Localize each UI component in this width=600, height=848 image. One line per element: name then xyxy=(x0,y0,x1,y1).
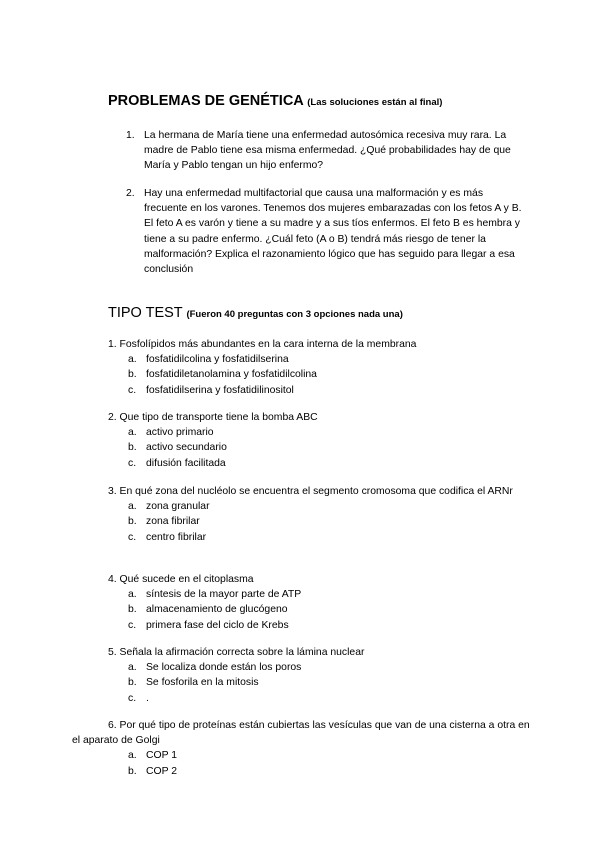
option-letter: c. xyxy=(128,692,137,704)
option-text: centro fibrilar xyxy=(146,531,207,543)
option-text: COP 1 xyxy=(146,750,177,762)
question-stem: 2. Que tipo de transporte tiene la bomba ABC xyxy=(108,412,318,423)
option-letter: c. xyxy=(128,457,137,469)
option-text: fosfatidiletanolamina y fosfatidilcolina xyxy=(146,369,317,381)
option-b xyxy=(108,440,318,455)
option-text: . xyxy=(146,692,149,704)
option-a xyxy=(108,587,302,602)
problem-text: Hay una enfermedad multifactorial que causa una malformación y es más frecuente en los varones. Tenemos dos mujeres embarazadas con los fetos A y B. El feto A es varón y tiene a su madre y a sus tíos enfermos. El feto B es hembra y tiene a su padre enfermo. ¿Cuál feto (A o B) tendrá más riesgo de tener la malformación? Explica el razonamiento lógico que has seguido para llegar a esa conclusión xyxy=(144,188,522,276)
problem-text: La hermana de María tiene una enfermedad autosómica recesiva muy rara. La madre de Pablo tiene esa misma enfermedad. ¿Qué probabilidades hay de que María y Pablo tengan un hijo enfermo? xyxy=(144,130,511,172)
problem-number: 1. xyxy=(126,130,135,141)
option-list xyxy=(108,587,302,633)
option-text: Se fosforila en la mitosis xyxy=(146,677,259,689)
option-letter: b. xyxy=(128,677,137,689)
option-list xyxy=(108,660,364,706)
option-text: síntesis de la mayor parte de ATP xyxy=(146,589,302,601)
problem-number: 2. xyxy=(126,188,135,199)
option-c xyxy=(108,691,364,706)
question-stem: 1. Fosfolípidos más abundantes en la cara interna de la membrana xyxy=(108,339,417,350)
option-list xyxy=(108,748,532,778)
genetics-heading xyxy=(108,93,442,109)
option-a xyxy=(108,660,364,675)
option-c xyxy=(108,383,416,398)
option-b xyxy=(108,514,522,529)
question-stem: 5. Señala la afirmación correcta sobre la lámina nuclear xyxy=(108,647,365,658)
test-question-5 xyxy=(108,645,364,706)
test-question-1 xyxy=(108,337,416,398)
option-letter: a. xyxy=(128,427,137,439)
option-list xyxy=(108,499,522,545)
question-stem: 6. Por qué tipo de proteínas están cubiertas las vesículas que van de una cisterna a otra en el aparato de Golgi xyxy=(72,720,530,747)
option-text: activo secundario xyxy=(146,442,227,454)
option-text: difusión facilitada xyxy=(146,457,226,469)
option-list xyxy=(108,352,416,398)
option-letter: b. xyxy=(128,442,137,454)
genetics-note: (Las soluciones están al final) xyxy=(307,97,443,108)
option-c xyxy=(108,618,289,633)
test-heading xyxy=(108,305,403,321)
option-letter: c. xyxy=(128,384,137,396)
test-title: TIPO TEST xyxy=(108,305,183,321)
option-letter: a. xyxy=(128,354,137,366)
option-list xyxy=(108,425,318,471)
test-question-3 xyxy=(72,484,522,545)
option-text: fosfatidilcolina y fosfatidilserina xyxy=(146,354,289,366)
option-letter: a. xyxy=(128,750,137,762)
option-b xyxy=(108,602,288,617)
option-c xyxy=(108,530,522,545)
option-a xyxy=(108,499,522,514)
option-letter: a. xyxy=(128,662,137,674)
option-letter: a. xyxy=(128,501,137,513)
option-letter: b. xyxy=(128,369,137,381)
test-question-6 xyxy=(72,718,532,779)
option-text: Se localiza donde están los poros xyxy=(146,662,302,674)
option-letter: a. xyxy=(128,589,137,601)
option-letter: b. xyxy=(128,516,137,528)
option-text: zona granular xyxy=(146,501,210,513)
option-text: almacenamiento de glucógeno xyxy=(146,604,288,616)
option-letter: b. xyxy=(128,765,137,777)
option-a xyxy=(108,748,532,763)
test-question-2 xyxy=(108,410,318,471)
option-a xyxy=(108,352,416,367)
option-a xyxy=(108,425,318,440)
option-letter: c. xyxy=(128,531,137,543)
option-letter: c. xyxy=(128,619,137,631)
option-b xyxy=(108,764,532,779)
option-letter: b. xyxy=(128,604,137,616)
option-b xyxy=(108,367,416,382)
test-question-4 xyxy=(108,572,302,633)
question-stem: 4. Qué sucede en el citoplasma xyxy=(108,574,254,585)
option-b xyxy=(108,675,364,690)
question-stem: 3. En qué zona del nucléolo se encuentra el segmento cromosoma que codifica el ARNr xyxy=(108,486,513,497)
option-text: activo primario xyxy=(146,427,214,439)
option-text: COP 2 xyxy=(146,765,177,777)
option-c xyxy=(108,456,318,471)
test-note: (Fueron 40 preguntas con 3 opciones nada una) xyxy=(186,309,403,320)
genetics-title: PROBLEMAS DE GENÉTICA xyxy=(108,93,304,109)
option-text: fosfatidilserina y fosfatidilinositol xyxy=(146,384,294,396)
option-text: primera fase del ciclo de Krebs xyxy=(146,619,289,631)
option-text: zona fibrilar xyxy=(146,516,200,528)
